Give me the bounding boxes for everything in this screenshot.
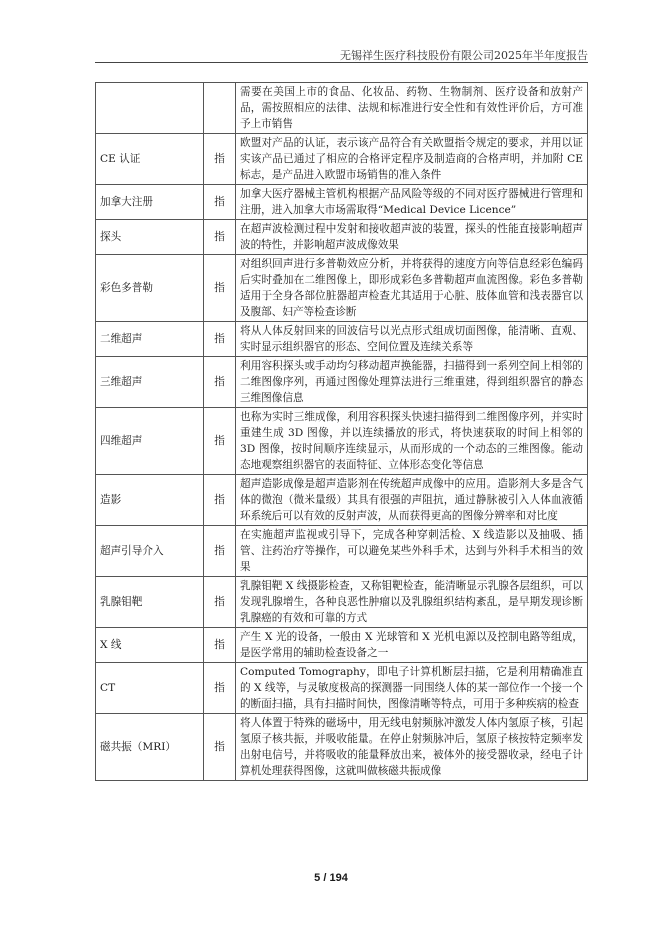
definition-cell: 将从人体反射回来的回波信号以光点形式组成切面图像，能清晰、直观、实时显示组织器官的形态、空间位置及连续关系等: [236, 322, 588, 357]
ref-cell: 指: [204, 185, 236, 220]
table-row: [96, 220, 588, 255]
ref-cell: 指: [204, 134, 236, 185]
ref-cell: 指: [204, 628, 236, 663]
definition-cell: 将人体置于特殊的磁场中，用无线电射频脉冲激发人体内氢原子核，引起氢原子核共振，并吸收能量。在停止射频脉冲后，氢原子核按特定频率发出射电信号，并将吸收的能量释放出来，被体外的接受器收录，经电子计算机处理获得图像，这就叫做核磁共振成像: [236, 714, 588, 781]
term-cell: 磁共振（MRI）: [96, 714, 204, 781]
table-row: [96, 475, 588, 526]
table-row: [96, 185, 588, 220]
table-row: [96, 322, 588, 357]
ref-cell: 指: [204, 714, 236, 781]
table-row: [96, 134, 588, 185]
table-row: [96, 628, 588, 663]
definition-cell: 乳腺钼靶 X 线摄影检查，又称钼靶检查，能清晰显示乳腺各层组织，可以发现乳腺增生，各种良恶性肿瘤以及乳腺组织结构紊乱，是早期发现诊断乳腺癌的有效和可靠的方式: [236, 577, 588, 628]
definition-cell: 在实施超声监视或引导下，完成各种穿刺活检、X 线造影以及抽吸、插管、注药治疗等操作，可以避免某些外科手术，达到与外科手术相当的效果: [236, 526, 588, 577]
term-cell: 四维超声: [96, 408, 204, 475]
table-row: [96, 577, 588, 628]
ref-cell: 指: [204, 475, 236, 526]
ref-cell: 指: [204, 663, 236, 714]
term-cell: 加拿大注册: [96, 185, 204, 220]
definition-cell: 加拿大医疗器械主管机构根据产品风险等级的不同对医疗器械进行管理和注册，进入加拿大市场需取得“Medical Device Licence”: [236, 185, 588, 220]
term-cell: 造影: [96, 475, 204, 526]
ref-cell: 指: [204, 526, 236, 577]
table-row: [96, 255, 588, 322]
header-rule: [95, 62, 588, 63]
page-header: 无锡祥生医疗科技股份有限公司2025年半年度报告: [340, 49, 588, 62]
definition-cell: 超声造影成像是超声造影剂在传统超声成像中的应用。造影剂大多是含气体的微泡（微米量级）其具有很强的声阻抗，通过静脉被引入人体血液循环系统后可以有效的反射声波，从而获得更高的图像分辨率和对比度: [236, 475, 588, 526]
table-row: [96, 663, 588, 714]
ref-cell: 指: [204, 357, 236, 408]
definition-cell: 产生 X 光的设备，一般由 X 光球管和 X 光机电源以及控制电路等组成，是医学常用的辅助检查设备之一: [236, 628, 588, 663]
term-cell: [96, 83, 204, 134]
ref-cell: 指: [204, 577, 236, 628]
definition-cell: 对组织回声进行多普勒效应分析，并将获得的速度方向等信息经彩色编码后实时叠加在二维图像上，即形成彩色多普勒超声血流图像。彩色多普勒适用于全身各部位脏器超声检查尤其适用于心脏、肢体血管和浅表器官以及腹部、妇产等检查诊断: [236, 255, 588, 322]
term-cell: 超声引导介入: [96, 526, 204, 577]
term-cell: 二维超声: [96, 322, 204, 357]
table-row: [96, 408, 588, 475]
term-cell: 彩色多普勒: [96, 255, 204, 322]
definition-cell: 在超声波检测过程中发射和接收超声波的装置，探头的性能直接影响超声波的特性，并影响超声波成像效果: [236, 220, 588, 255]
ref-cell: 指: [204, 322, 236, 357]
term-cell: CT: [96, 663, 204, 714]
term-cell: 乳腺钼靶: [96, 577, 204, 628]
ref-cell: 指: [204, 255, 236, 322]
table-row: [96, 83, 588, 134]
term-cell: 探头: [96, 220, 204, 255]
glossary-table: [95, 82, 588, 781]
page-number: 5 / 194: [314, 872, 348, 884]
ref-cell: 指: [204, 408, 236, 475]
definition-cell: 也称为实时三维成像，利用容积探头快速扫描得到二维图像序列，并实时重建生成 3D 图像，并以连续播放的形式，将快速获取的时间上相邻的 3D 图像，按时间顺序连续显示，从而形成的一个动态的三维图像。能动态地观察组织器官的表面特征、立体形态变化等信息: [236, 408, 588, 475]
table-row: [96, 526, 588, 577]
ref-cell: 指: [204, 220, 236, 255]
ref-cell: [204, 83, 236, 134]
term-cell: CE 认证: [96, 134, 204, 185]
definition-cell: 欧盟对产品的认证，表示该产品符合有关欧盟指令规定的要求，并用以证实该产品已通过了相应的合格评定程序及制造商的合格声明，并加附 CE 标志，是产品进入欧盟市场销售的准入条件: [236, 134, 588, 185]
term-cell: X 线: [96, 628, 204, 663]
definition-cell: 利用容积探头或手动均匀移动超声换能器，扫描得到一系列空间上相邻的二维图像序列，再通过图像处理算法进行三维重建，得到组织器官的静态三维图像信息: [236, 357, 588, 408]
definition-cell: 需要在美国上市的食品、化妆品、药物、生物制剂、医疗设备和放射产品，需按照相应的法律、法规和标准进行安全性和有效性评价后，方可准予上市销售: [236, 83, 588, 134]
table-row: [96, 714, 588, 781]
table-row: [96, 357, 588, 408]
term-cell: 三维超声: [96, 357, 204, 408]
definition-cell: Computed Tomography，即电子计算机断层扫描，它是利用精确准直的 X 线等，与灵敏度极高的探测器一同围绕人体的某一部位作一个接一个的断面扫描，具有扫描时间快，图像清晰等特点，可用于多种疾病的检查: [236, 663, 588, 714]
